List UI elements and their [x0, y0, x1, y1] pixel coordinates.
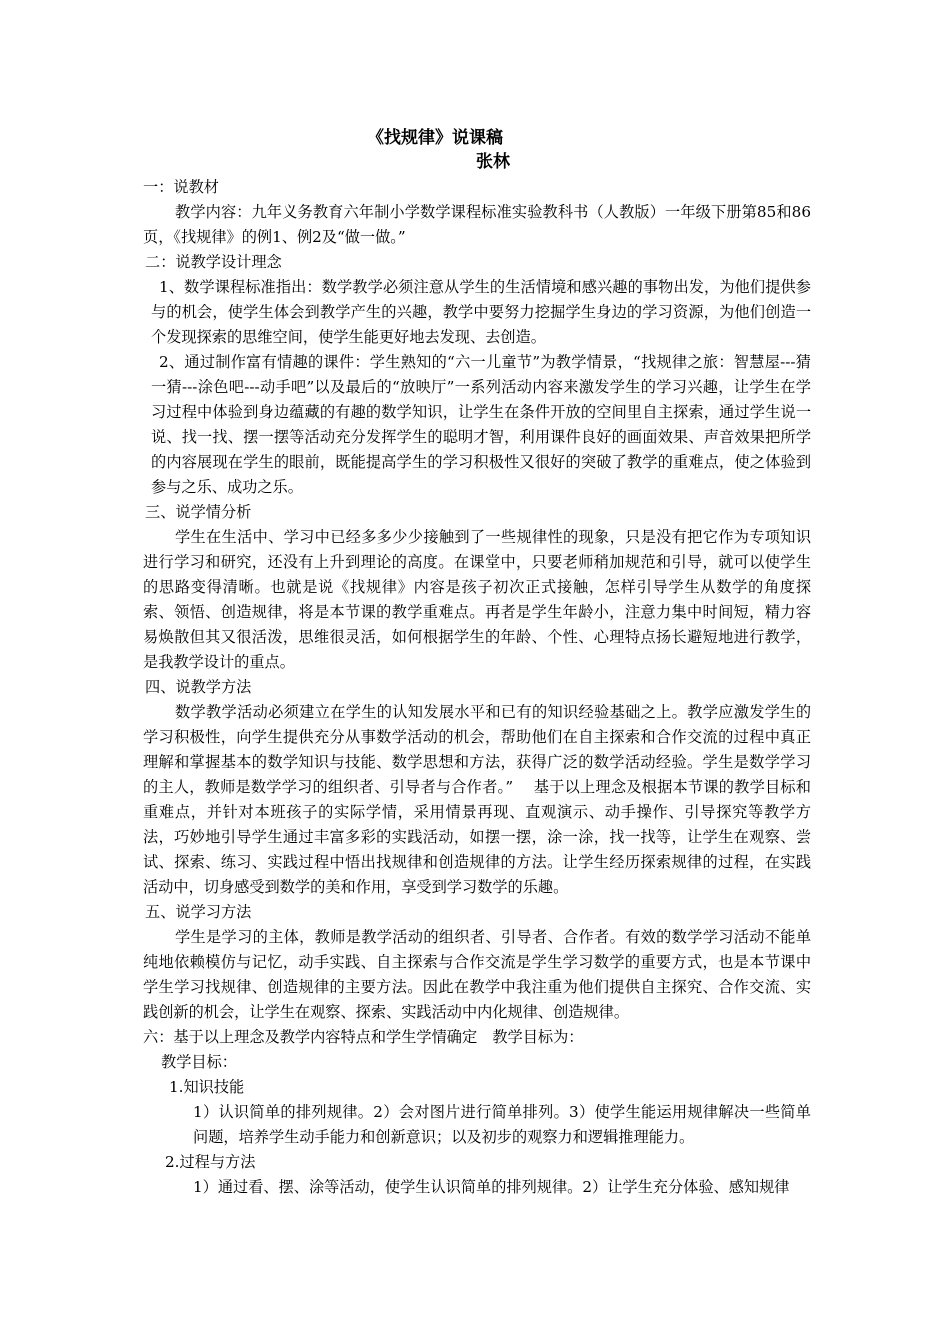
paragraph-design-concept-1: 1、数学课程标准指出：数学教学必须注意从学生的生活情境和感兴趣的事物出发，为他们提供参与的机会，使学生体会到教学产生的兴趣，教学中要努力挖掘学生身边的学习资源，为他们创造一个发现探索的思维空间，使学生能更好地去发现、去创造。	[151, 278, 811, 346]
paragraph-learning-method: 学生是学习的主体，教师是教学活动的组织者、引导者、合作者。有效的数学学习活动不能单纯地依赖模仿与记忆，动手实践、自主探索与合作交流是学生学习数学的重要方式，也是本节课中学生学习找规律、创造规律的主要方法。因此在教学中我注重为他们提供自主探究、合作交流、实践创新的机会，让学生在观察、探索、实践活动中内化规律、创造规律。	[143, 928, 811, 1021]
section-heading-5: 五、说学习方法	[145, 903, 252, 921]
section-heading-6: 六：基于以上理念及教学内容特点和学生学情确定 教学目标为：	[143, 1028, 584, 1046]
document-title: 《找规律》说课稿	[367, 128, 503, 148]
goal-heading-process: 2.过程与方法	[165, 1153, 256, 1171]
goals-label: 教学目标：	[161, 1053, 237, 1071]
paragraph-teaching-content: 教学内容：九年义务教育六年制小学数学课程标准实验教科书（人教版）一年级下册第85和86页，《找规律》的例1、例2及“做一做。”	[143, 203, 811, 246]
paragraph-teaching-method: 数学教学活动必须建立在学生的认知发展水平和已有的知识经验基础之上。教学应激发学生的学习积极性，向学生提供充分从事数学活动的机会，帮助他们在自主探索和合作交流的过程中真正理解和掌握基本的数学知识与技能、数学思想和方法，获得广泛的数学活动经验。学生是数学学习的主人，教师是数学学习的组织者、引导者与合作者。” 基于以上理念及根据本节课的教学目标和重难点，并针对本班孩子的实际学情，采用情景再现、直观演示、动手操作、引导探究等教学方法，巧妙地引导学生通过丰富多彩的实践活动，如摆一摆，涂一涂，找一找等，让学生在观察、尝试、探索、练习、实践过程中悟出找规律和创造规律的方法。让学生经历探索规律的过程，在实践活动中，切身感受到数学的美和作用，享受到学习数学的乐趣。	[143, 703, 811, 896]
goal-heading-knowledge: 1.知识技能	[169, 1078, 245, 1096]
paragraph-design-concept-2: 2、通过制作富有情趣的课件：学生熟知的“六一儿童节”为教学情景，“找规律之旅：智慧屋---猜一猜---涂色吧---动手吧”以及最后的“放映厅”一系列活动内容来激发学生的学习兴趣，让学生在学习过程中体验到身边蕴藏的有趣的数学知识，让学生在条件开放的空间里自主探索，通过学生说一说、找一找、摆一摆等活动充分发挥学生的聪明才智，利用课件良好的画面效果、声音效果把所学的内容展现在学生的眼前，既能提高学生的学习积极性又很好的突破了教学的重难点，使之体验到参与之乐、成功之乐。	[151, 353, 811, 496]
document-body	[143, 175, 811, 1200]
paragraph-learner-analysis: 学生在生活中、学习中已经多多少少接触到了一些规律性的现象，只是没有把它作为专项知识进行学习和研究，还没有上升到理论的高度。在课堂中，只要老师稍加规范和引导，就可以使学生的思路变得清晰。也就是说《找规律》内容是孩子初次正式接触，怎样引导学生从数学的角度探索、领悟、创造规律，将是本节课的教学重难点。再者是学生年龄小，注意力集中时间短，精力容易焕散但其又很活泼，思维很灵活，如何根据学生的年龄、个性、心理特点扬长避短地进行教学，是我教学设计的重点。	[143, 528, 811, 671]
section-heading-1: 一：说教材	[143, 178, 219, 196]
goal-text-knowledge: 1）认识简单的排列规律。2）会对图片进行简单排列。3）使学生能运用规律解决一些简单问题，培养学生动手能力和创新意识；以及初步的观察力和逻辑推理能力。	[193, 1103, 811, 1146]
document-author: 张林	[476, 152, 510, 172]
section-heading-3: 三、说学情分析	[145, 503, 252, 521]
section-heading-2: 二：说教学设计理念	[145, 253, 282, 271]
goal-text-process: 1）通过看、摆、涂等活动，使学生认识简单的排列规律。2）让学生充分体验、感知规律	[193, 1178, 790, 1196]
section-heading-4: 四、说教学方法	[145, 678, 252, 696]
